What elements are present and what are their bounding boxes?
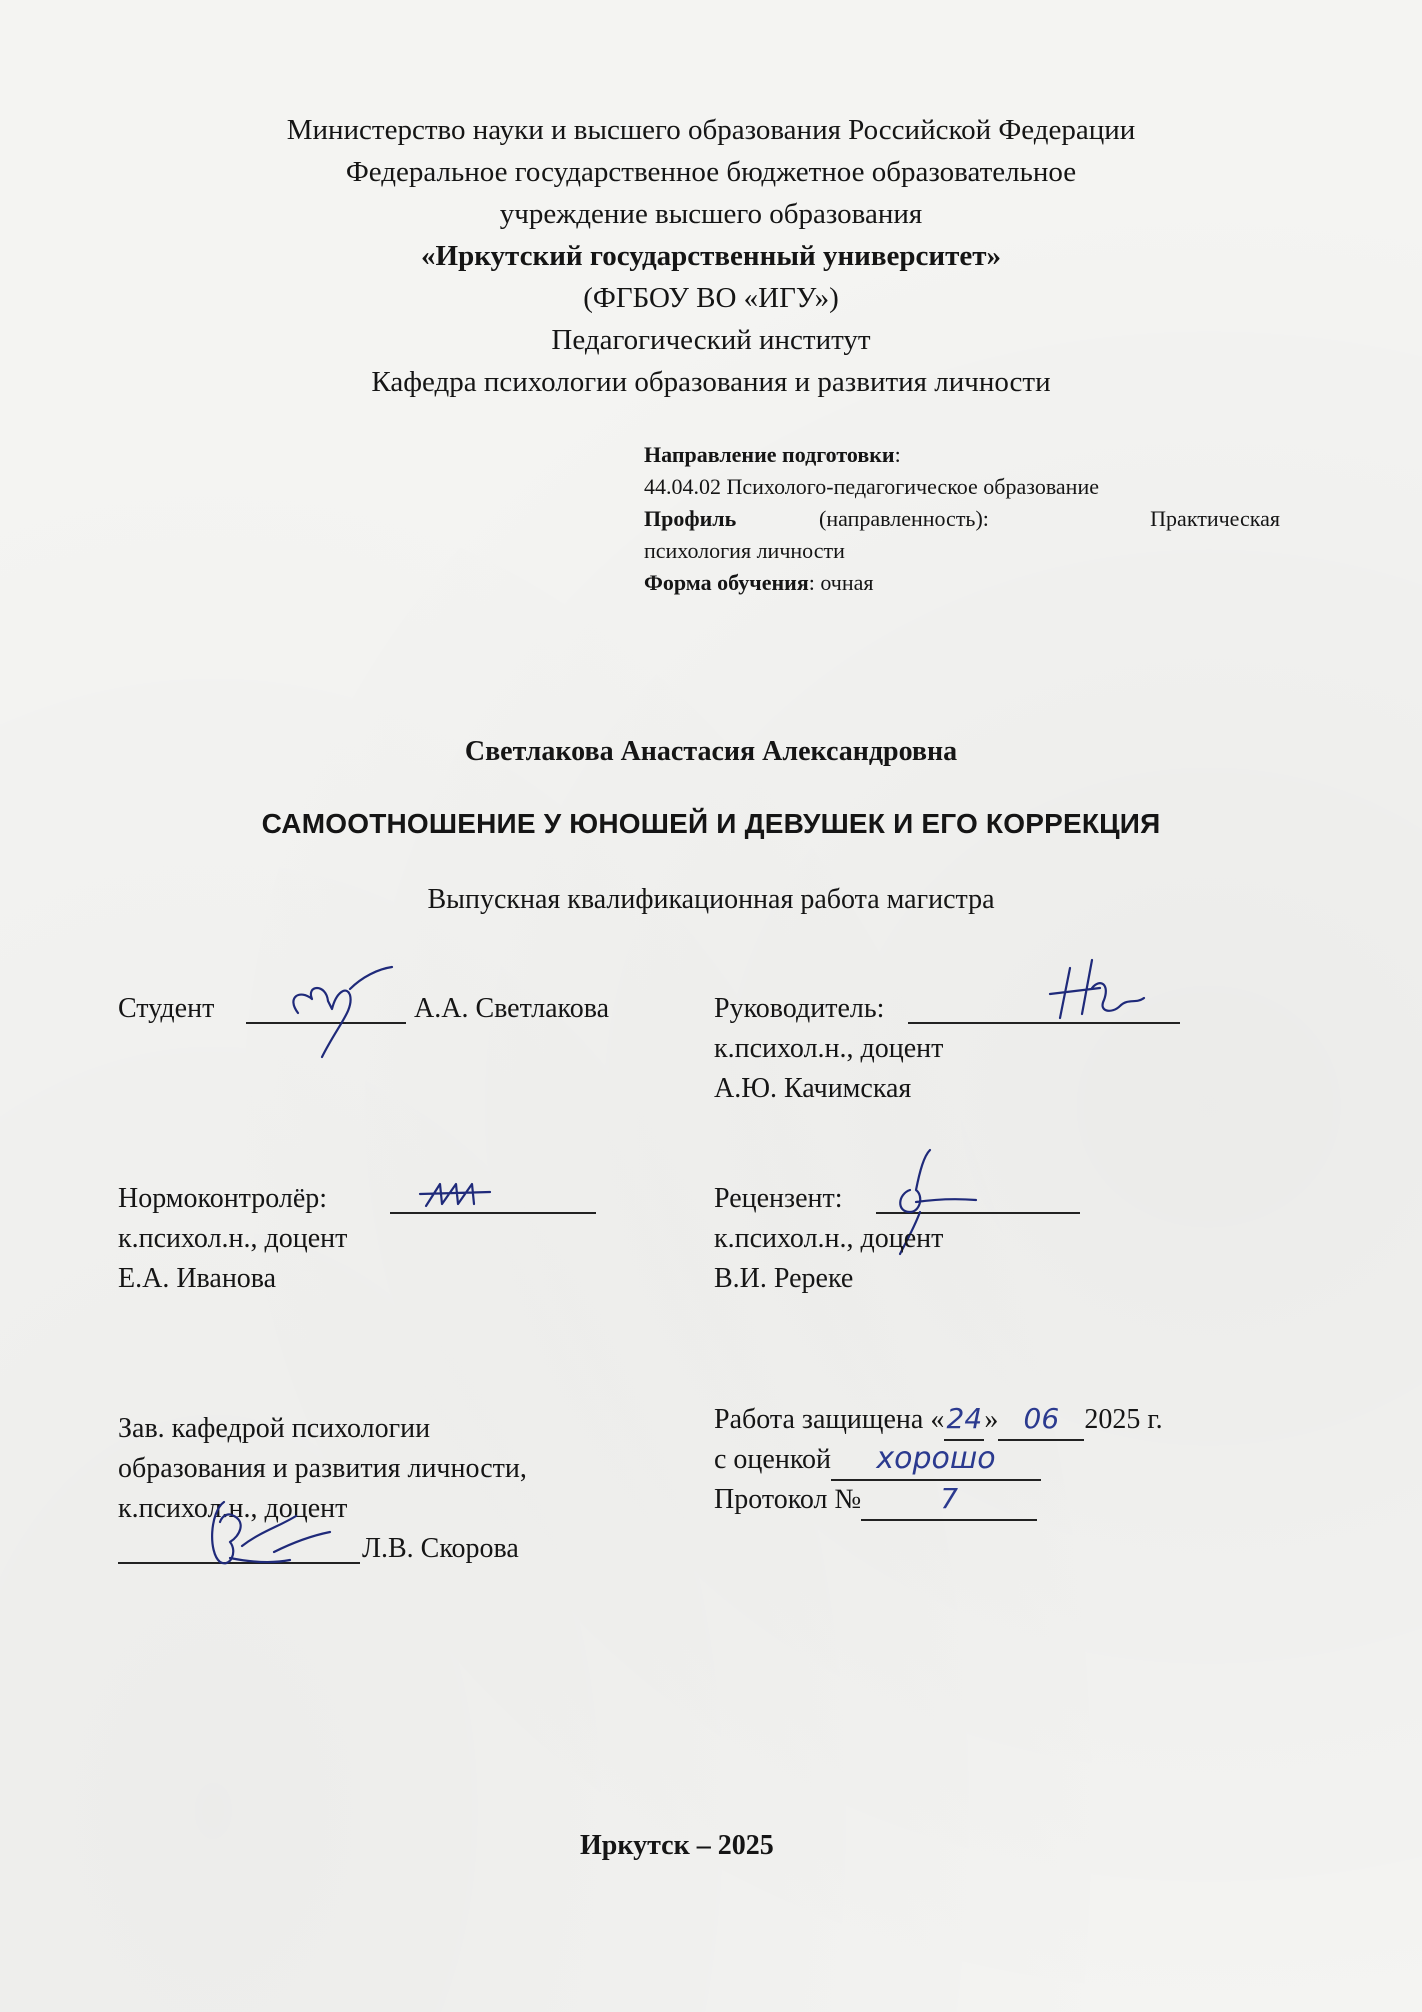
- defense-month: 06: [1023, 1402, 1060, 1435]
- reviewer-label: Рецензент:: [714, 1183, 843, 1214]
- study-form-row: [644, 568, 874, 598]
- thesis-title: САМООТНОШЕНИЕ У ЮНОШЕЙ И ДЕВУШЕК И ЕГО КОРРЕКЦИЯ: [261, 808, 1161, 839]
- defense-day: 24: [946, 1402, 983, 1435]
- profile-mid: (направленность):: [819, 506, 989, 531]
- city-year: Иркутск – 2025: [580, 1830, 774, 1861]
- profile-value-1: Практическая: [1150, 506, 1280, 531]
- student-label: Студент: [118, 993, 215, 1024]
- department-name: Кафедра психологии образования и развития личности: [371, 366, 1051, 398]
- supervisor-degree: к.психол.н., доцент: [714, 1033, 944, 1064]
- defense-mid: »: [984, 1404, 999, 1435]
- defense-day-field: [944, 1400, 984, 1441]
- student-signature: [276, 955, 396, 1065]
- head-degree: к.психол.н., доцент: [118, 1493, 348, 1524]
- profile-value-2: психология личности: [644, 538, 845, 563]
- defense-year: 2025 г.: [1084, 1404, 1163, 1435]
- defense-month-field: [998, 1400, 1084, 1441]
- supervisor-signature: [1040, 948, 1160, 1028]
- supervisor-label: Руководитель:: [714, 993, 885, 1024]
- head-signature: [190, 1492, 340, 1582]
- university-name: «Иркутский государственный университет»: [421, 240, 1001, 272]
- supervisor-name: А.Ю. Качимская: [714, 1073, 912, 1104]
- institute-name: Педагогический институт: [551, 324, 871, 356]
- direction-colon: :: [894, 442, 901, 467]
- grade-label: с оценкой: [714, 1444, 831, 1475]
- protocol-row: [714, 1480, 1037, 1521]
- profile-label: Профиль: [644, 506, 737, 531]
- normcontrol-degree: к.психол.н., доцент: [118, 1223, 348, 1254]
- direction-label: Направление подготовки: [644, 442, 895, 467]
- grade-field: [831, 1440, 1041, 1481]
- student-name: А.А. Светлакова: [414, 993, 610, 1024]
- direction-value: 44.04.02 Психолого-педагогическое образование: [644, 474, 1099, 499]
- head-position-line2: образования и развития личности,: [118, 1453, 527, 1484]
- ministry-line: Министерство науки и высшего образования Российской Федерации: [286, 114, 1136, 146]
- defense-label: Работа защищена «: [714, 1404, 945, 1435]
- author-name: Светлакова Анастасия Александровна: [464, 736, 958, 767]
- profile-row: [644, 504, 1280, 534]
- head-name: Л.В. Скорова: [362, 1533, 519, 1564]
- reviewer-name: В.И. Ререке: [714, 1263, 854, 1294]
- normcontrol-name: Е.А. Иванова: [118, 1263, 277, 1294]
- work-type: Выпускная квалификационная работа магистра: [427, 884, 995, 915]
- protocol-field: [861, 1480, 1037, 1521]
- reviewer-degree: к.психол.н., доцент: [714, 1223, 944, 1254]
- defense-row: [714, 1400, 1163, 1441]
- institution-line: Федеральное государственное бюджетное образовательное: [345, 156, 1077, 188]
- normcontrol-signature: [420, 1176, 510, 1216]
- study-form-value: : очная: [808, 570, 874, 595]
- direction-row: [644, 440, 901, 470]
- university-abbr: (ФГБОУ ВО «ИГУ»): [583, 282, 839, 314]
- protocol-label: Протокол №: [714, 1484, 862, 1515]
- grade-row: [714, 1440, 1041, 1481]
- grade-value: хорошо: [876, 1441, 996, 1476]
- institution-type-line: учреждение высшего образования: [499, 198, 923, 230]
- normcontrol-label: Нормоконтролёр:: [118, 1183, 328, 1214]
- protocol-value: 7: [940, 1482, 959, 1515]
- head-position-line1: Зав. кафедрой психологии: [118, 1413, 431, 1444]
- study-form-label: Форма обучения: [644, 570, 809, 595]
